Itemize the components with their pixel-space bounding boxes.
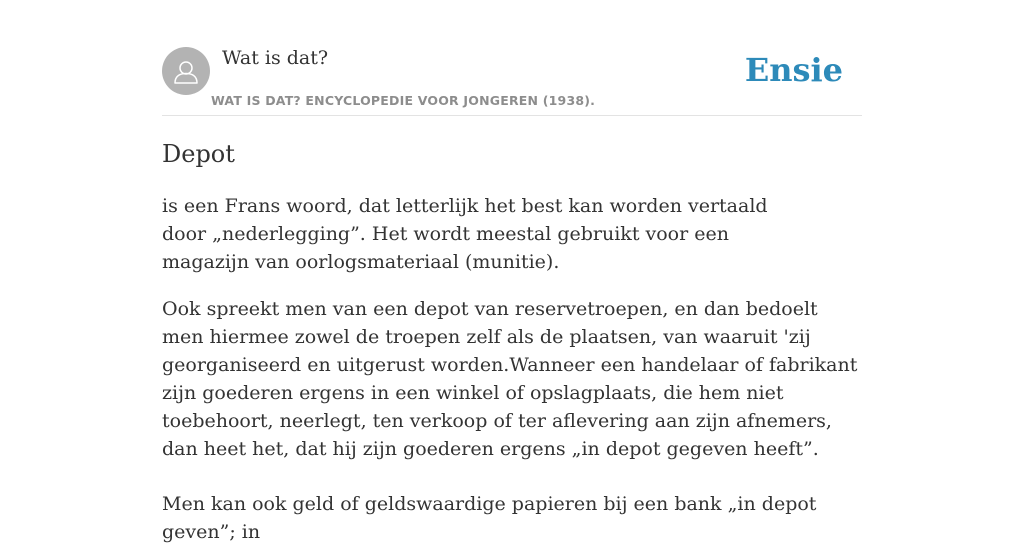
article-paragraph-2: Ook spreekt men van een depot van reservetroepen, en dan bedoelt men hiermee zowel de troepen zelf als de plaatsen, van waaruit 'zij georganiseerd en uitgerust worden.Wanneer een handelaar of fabrikant zijn goederen ergens in een winkel of opslagplaats, die hem niet toebehoort, neerlegt, ten verkoop of ter aflevering aan zijn afnemers, dan heet het, dat hij zijn goederen ergens „in depot gegeven heeft”. <box>162 298 858 460</box>
article <box>162 136 862 546</box>
avatar-graphic <box>162 47 210 95</box>
source-header <box>162 40 862 116</box>
article-paragraph-1: is een Frans woord, dat letterlijk het best kan worden vertaald door „nederlegging”. Het wordt meestal gebruikt voor een magazijn van oorlogsmateriaal (munitie). <box>162 195 768 273</box>
source-subtitle: WAT IS DAT? ENCYCLOPEDIE VOOR JONGEREN (1938). <box>211 93 596 108</box>
ensie-logo[interactable]: Ensie <box>744 51 843 89</box>
user-silhouette-icon[interactable] <box>162 47 210 95</box>
article-title: Depot <box>162 140 235 168</box>
source-title-link[interactable]: Wat is dat? <box>222 47 329 69</box>
article-paragraph-3: Men kan ook geld of geldswaardige papieren bij een bank „in depot geven”; in <box>162 493 817 543</box>
